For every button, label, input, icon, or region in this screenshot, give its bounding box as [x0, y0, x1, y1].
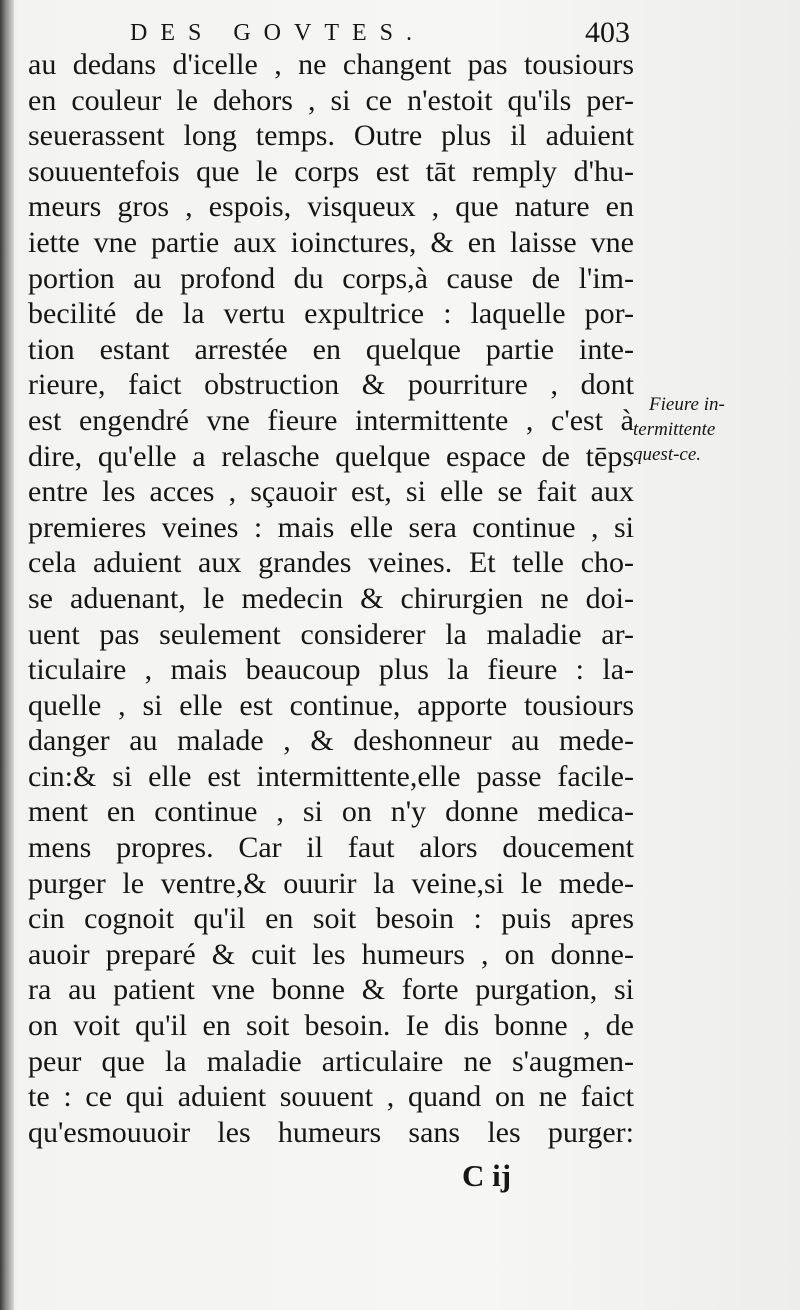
text-line: entre les acces , sçauoir est, si elle se fait aux [28, 475, 634, 509]
marginal-note [633, 392, 773, 467]
text-line: cin:& si elle est intermittente,elle passe facile- [28, 759, 634, 793]
marginal-note-line: termittente [633, 419, 716, 440]
text-line: dire, qu'elle a relasche quelque espace de tēps [28, 439, 634, 473]
text-line: seuerassent long temps. Outre plus il aduient [28, 119, 634, 153]
text-line: ticulaire , mais beaucoup plus la fieure : la- [28, 653, 634, 687]
text-line: se aduenant, le medecin & chirurgien ne doi- [28, 581, 634, 615]
text-line: iette vne partie aux ioinctures, & en laisse vne [28, 225, 634, 259]
text-line: uent pas seulement considerer la maladie ar- [28, 617, 634, 651]
text-line: peur que la maladie articulaire ne s'augmen- [28, 1044, 634, 1078]
text-line: mens propres. Car il faut alors doucement [28, 831, 634, 865]
text-line: est engendré vne fieure intermittente , c'est à [28, 403, 634, 437]
text-line: quelle , si elle est continue, apporte tousiours [28, 688, 634, 722]
book-spine-shadow [0, 0, 14, 1310]
text-line: on voit qu'il en soit besoin. Ie dis bonne , de [28, 1009, 634, 1043]
text-line: danger au malade , & deshonneur au mede- [28, 724, 634, 758]
text-line: becilité de la vertu expultrice : laquelle por- [28, 297, 634, 331]
marginal-note-line: quest-ce. [633, 444, 702, 465]
text-line: souuentefois que le corps est tāt remply d'hu- [28, 154, 634, 188]
text-line: au dedans d'icelle , ne changent pas tousiours [28, 48, 634, 81]
running-title: DES GOVTES. [130, 20, 426, 46]
text-line: purger le ventre,& ouurir la veine,si le mede- [28, 866, 634, 900]
text-line: qu'esmouuoir les humeurs sans les purger: [28, 1115, 634, 1149]
text-line: cela aduient aux grandes veines. Et telle cho- [28, 546, 634, 580]
text-line: ment en continue , si on n'y donne medica- [28, 795, 634, 829]
text-line: meurs gros , espois, visqueux , que nature en [28, 190, 634, 224]
marginal-note-line: Fieure in- [649, 394, 725, 415]
show-through-ink [690, 212, 767, 234]
text-line: en couleur le dehors , si ce n'estoit qu'ils per- [28, 83, 634, 117]
page-number: 403 [585, 16, 630, 49]
signature-mark: C ij [462, 1158, 512, 1193]
text-line: cin cognoit qu'il en soit besoin : puis apres [28, 902, 634, 936]
text-line: ra au patient vne bonne & forte purgation, si [28, 973, 634, 1007]
main-text-block [28, 47, 634, 1150]
text-line: premieres veines : mais elle sera continue , si [28, 510, 634, 544]
text-line: auoir preparé & cuit les humeurs , on donne- [28, 937, 634, 971]
text-line: rieure, faict obstruction & pourriture , dont [28, 368, 634, 402]
text-line: te : ce qui aduient souuent , quand on ne faict [28, 1080, 634, 1114]
text-line: tion estant arrestée en quelque partie inte- [28, 332, 634, 366]
text-line: portion au profond du corps,à cause de l'im- [28, 261, 634, 295]
